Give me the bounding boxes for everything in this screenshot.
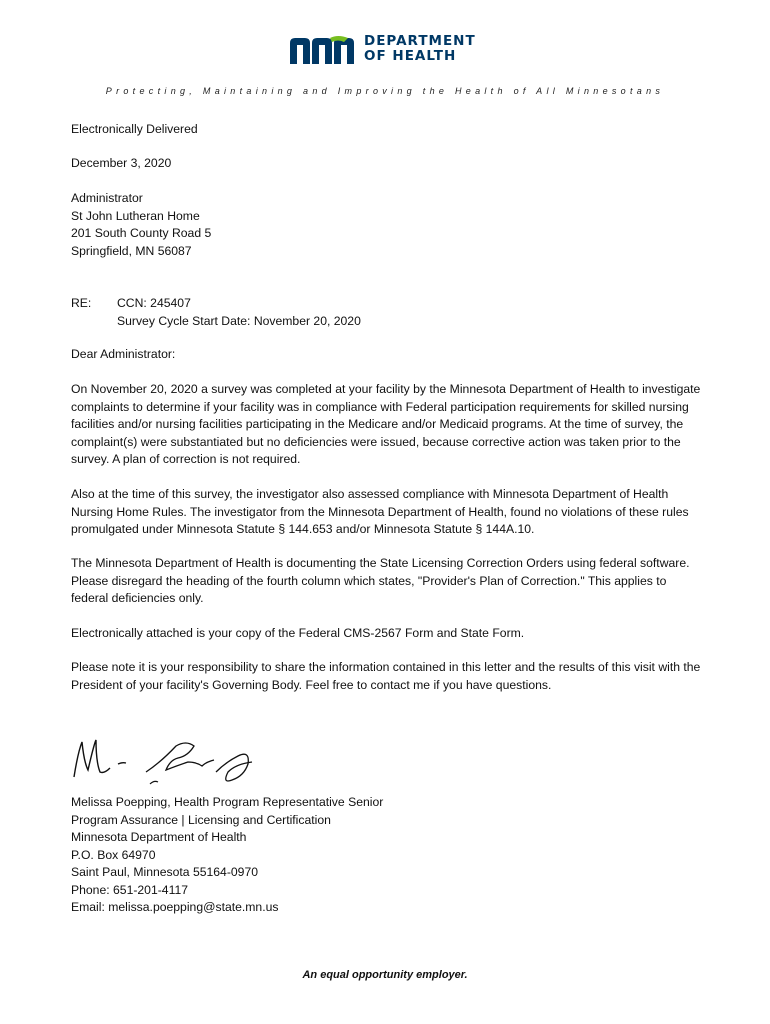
signatory-program: Program Assurance | Licensing and Certification xyxy=(71,812,331,827)
paragraph-3: The Minnesota Department of Health is documenting the State Licensing Correction Orders using federal software. Please disregard the heading of the fourth column which states, "Provider's Plan of Correction." This applies to federal deficiencies only. xyxy=(71,556,690,605)
recipient-facility: St John Lutheran Home xyxy=(71,208,200,223)
mdh-logo xyxy=(290,34,476,64)
footer-equal-opportunity: An equal opportunity employer. xyxy=(302,969,468,981)
letter-date: December 3, 2020 xyxy=(71,156,172,170)
recipient-address xyxy=(71,190,211,260)
ccn: CCN: 245407 xyxy=(117,296,191,310)
signatory-block xyxy=(71,794,383,917)
signatory-org: Minnesota Department of Health xyxy=(71,830,247,844)
re-details xyxy=(117,295,361,330)
paragraph-1: On November 20, 2020 a survey was completed at your facility by the Minnesota Department of Health to investigate complaints to determine if your facility was in compliance with Federal participation requirements for skilled nursing facilities and/or nursing facilities participating in the Medicare and/or Medicaid programs. At the time of survey, the complaint(s) were substantiated but no deficiencies were issued, because corrective action was taken prior to the survey. A plan of correction is not required. xyxy=(71,382,701,466)
salutation: Dear Administrator: xyxy=(71,347,176,361)
survey-cycle-date: Survey Cycle Start Date: November 20, 2020 xyxy=(117,313,361,328)
signatory-po-box: P.O. Box 64970 xyxy=(71,847,156,862)
recipient-street: 201 South County Road 5 xyxy=(71,226,212,240)
logo-text xyxy=(364,34,476,64)
signatory-city: Saint Paul, Minnesota 55164-0970 xyxy=(71,865,259,879)
logo-line-2: OF HEALTH xyxy=(364,48,457,64)
recipient-city: Springfield, MN 56087 xyxy=(71,243,192,258)
logo-line-1: DEPARTMENT xyxy=(364,33,476,49)
signatory-email: Email: melissa.poepping@state.mn.us xyxy=(71,900,279,914)
tagline: Protecting, Maintaining and Improving the Health of All Minnesotans xyxy=(105,86,665,96)
paragraph-5: Please note it is your responsibility to share the information contained in this letter and the results of this visit with the President of your facility's Governing Body. Feel free to contact me if you have questions. xyxy=(71,660,701,692)
delivery-method: Electronically Delivered xyxy=(71,122,198,136)
recipient-title: Administrator xyxy=(71,191,143,205)
handwritten-signature xyxy=(66,732,266,792)
paragraph-4: Electronically attached is your copy of the Federal CMS-2567 Form and State Form. xyxy=(71,626,525,640)
paragraph-2: Also at the time of this survey, the investigator also assessed compliance with Minnesota Department of Health Nursing Home Rules. The investigator from the Minnesota Department of Health, found no violations of these rules promulgated under Minnesota Statute § 144.653 and/or Minnesota Statute § 144A.10. xyxy=(71,487,689,536)
re-label: RE: xyxy=(71,296,92,310)
signatory-name-title: Melissa Poepping, Health Program Representative Senior xyxy=(71,795,384,809)
mn-logo-icon xyxy=(290,34,356,64)
signatory-phone: Phone: 651-201-4117 xyxy=(71,882,189,897)
